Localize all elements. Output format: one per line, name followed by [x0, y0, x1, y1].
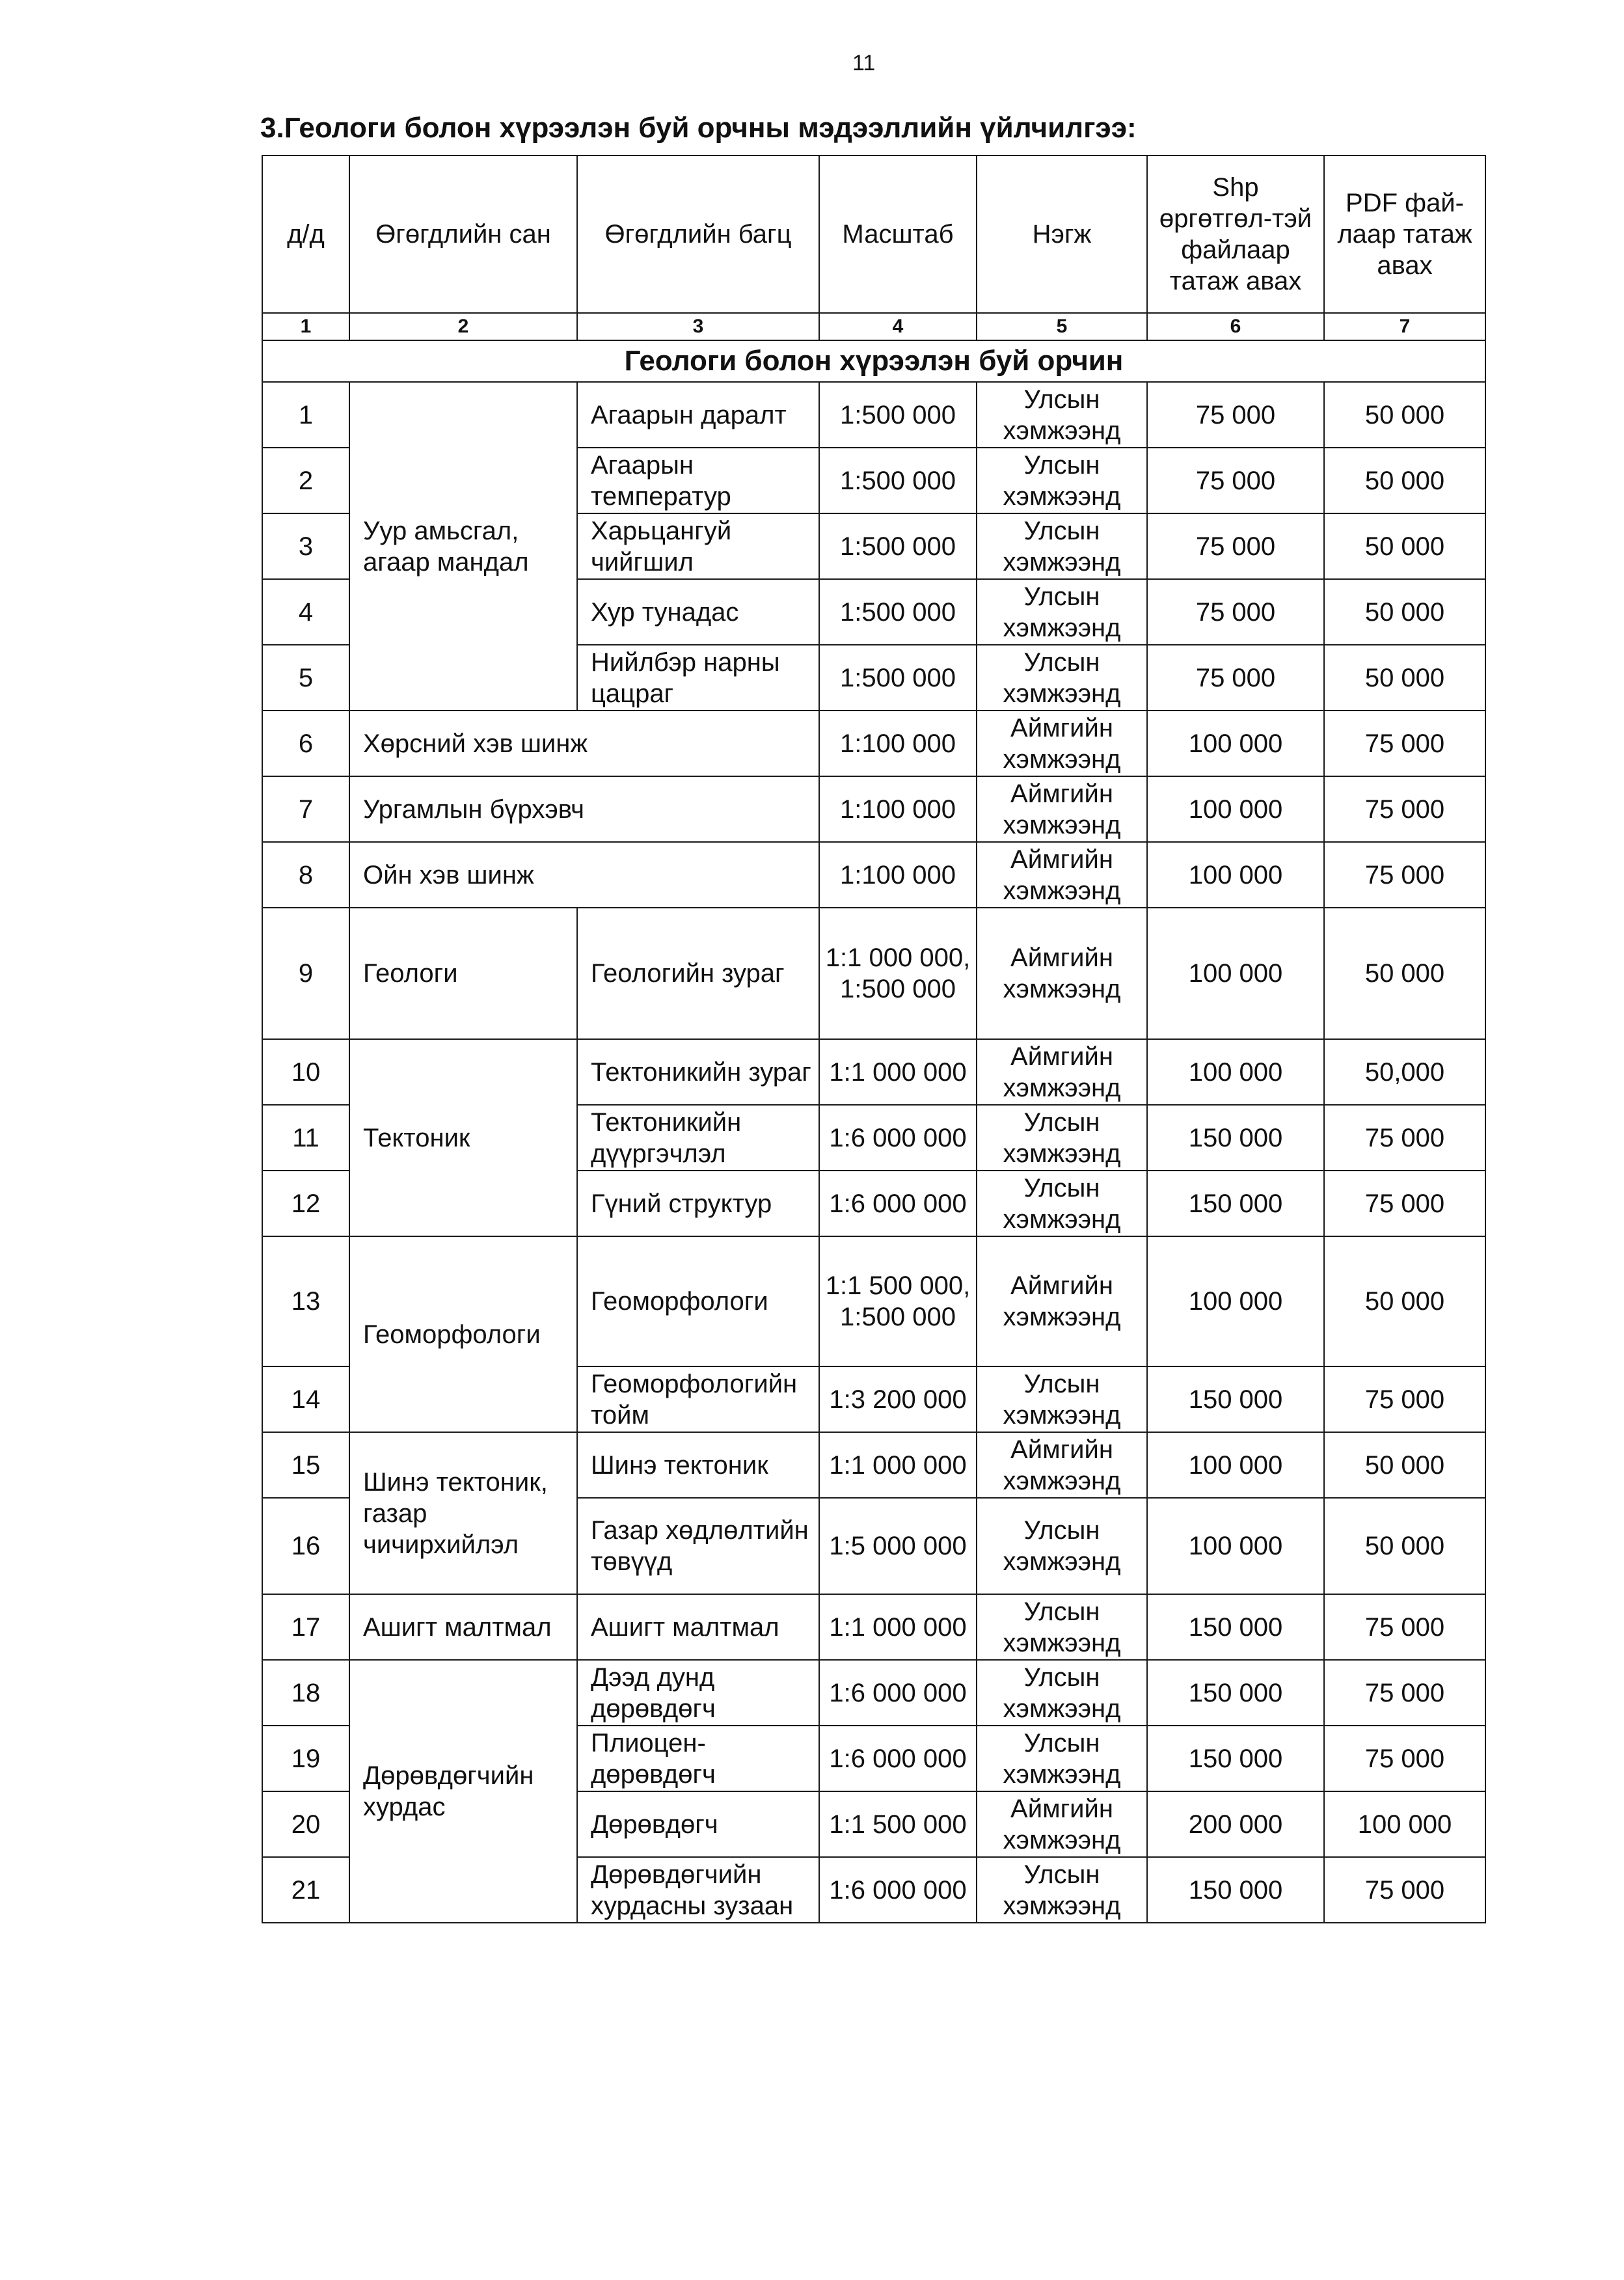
dataset-cell: Плиоцен-дөрөвдөгч	[577, 1726, 819, 1791]
group-tectonics: Тектоник	[349, 1039, 577, 1236]
group-minerals: Ашигт малтмал	[349, 1594, 577, 1660]
row-number: 1	[262, 382, 349, 448]
scale-cell: 1:1 000 000	[819, 1432, 977, 1498]
pdf-price-cell: 50 000	[1324, 1498, 1485, 1594]
row-number: 8	[262, 842, 349, 908]
row-number: 11	[262, 1105, 349, 1171]
shp-price-cell: 100 000	[1147, 776, 1324, 842]
group-geomorphology: Геоморфологи	[349, 1236, 577, 1432]
column-number: 3	[577, 313, 819, 340]
scale-cell: 1:1 500 000	[819, 1791, 977, 1857]
scale-cell: 1:500 000	[819, 513, 977, 579]
pdf-price-cell: 50 000	[1324, 448, 1485, 513]
column-number: 4	[819, 313, 977, 340]
row-number: 9	[262, 908, 349, 1039]
scale-cell: 1:500 000	[819, 448, 977, 513]
table-row	[262, 1039, 1485, 1105]
pdf-price-cell: 75 000	[1324, 1726, 1485, 1791]
group-quaternary: Дөрөвдөгчийн хурдас	[349, 1660, 577, 1923]
column-number-row	[262, 313, 1485, 340]
column-number: 5	[977, 313, 1147, 340]
pdf-price-cell: 50 000	[1324, 513, 1485, 579]
page-number: 11	[852, 51, 876, 75]
shp-price-cell: 150 000	[1147, 1660, 1324, 1726]
unit-cell: Улсын хэмжээнд	[977, 382, 1147, 448]
shp-price-cell: 150 000	[1147, 1726, 1324, 1791]
row-number: 6	[262, 711, 349, 776]
section-title: 3.Геологи болон хүрээлэн буй орчны мэдээллийн үйлчилгээ:	[260, 112, 1137, 144]
shp-price-cell: 150 000	[1147, 1857, 1324, 1923]
column-number: 6	[1147, 313, 1324, 340]
header-unit: Нэгж	[977, 156, 1147, 313]
pdf-price-cell: 75 000	[1324, 1105, 1485, 1171]
unit-cell: Улсын хэмжээнд	[977, 1857, 1147, 1923]
row-number: 18	[262, 1660, 349, 1726]
dataset-cell: Харьцангуй чийгшил	[577, 513, 819, 579]
scale-cell: 1:6 000 000	[819, 1726, 977, 1791]
pdf-price-cell: 50 000	[1324, 1236, 1485, 1366]
shp-price-cell: 75 000	[1147, 579, 1324, 645]
header-row	[262, 156, 1485, 313]
unit-cell: Аймгийн хэмжээнд	[977, 908, 1147, 1039]
shp-price-cell: 150 000	[1147, 1594, 1324, 1660]
dataset-cell: Агаарын температур	[577, 448, 819, 513]
scale-cell: 1:1 000 000	[819, 1039, 977, 1105]
scale-cell: 1:6 000 000	[819, 1857, 977, 1923]
row-number: 14	[262, 1366, 349, 1432]
scale-cell: 1:500 000	[819, 382, 977, 448]
shp-price-cell: 100 000	[1147, 908, 1324, 1039]
scale-cell: 1:1 500 000, 1:500 000	[819, 1236, 977, 1366]
dataset-cell: Тектоникийн зураг	[577, 1039, 819, 1105]
header-shp: Shp өргөтгөл-тэй файлаар татаж авах	[1147, 156, 1324, 313]
scale-cell: 1:500 000	[819, 645, 977, 711]
unit-cell: Улсын хэмжээнд	[977, 579, 1147, 645]
scale-cell: 1:6 000 000	[819, 1660, 977, 1726]
row-number: 16	[262, 1498, 349, 1594]
table-row	[262, 1594, 1485, 1660]
dataset-cell: Геоморфологийн тойм	[577, 1366, 819, 1432]
shp-price-cell: 75 000	[1147, 448, 1324, 513]
dataset-cell: Дөрөвдөгч	[577, 1791, 819, 1857]
unit-cell: Улсын хэмжээнд	[977, 1498, 1147, 1594]
scale-cell: 1:100 000	[819, 776, 977, 842]
dataset-cell: Тектоникийн дүүргэчлэл	[577, 1105, 819, 1171]
dataset-cell: Хур тунадас	[577, 579, 819, 645]
dataset-cell: Газар хөдлөлтийн төвүүд	[577, 1498, 819, 1594]
shp-price-cell: 150 000	[1147, 1171, 1324, 1236]
header-database: Өгөгдлийн сан	[349, 156, 577, 313]
scale-cell: 1:1 000 000	[819, 1594, 977, 1660]
row-number: 2	[262, 448, 349, 513]
header-no: д/д	[262, 156, 349, 313]
unit-cell: Улсын хэмжээнд	[977, 1105, 1147, 1171]
dataset-cell: Ашигт малтмал	[577, 1594, 819, 1660]
unit-cell: Улсын хэмжээнд	[977, 1171, 1147, 1236]
unit-cell: Улсын хэмжээнд	[977, 1366, 1147, 1432]
row-number: 17	[262, 1594, 349, 1660]
row-number: 13	[262, 1236, 349, 1366]
row-number: 7	[262, 776, 349, 842]
dataset-cell: Дөрөвдөгчийн хурдасны зузаан	[577, 1857, 819, 1923]
column-number: 2	[349, 313, 577, 340]
scale-cell: 1:6 000 000	[819, 1171, 977, 1236]
shp-price-cell: 150 000	[1147, 1105, 1324, 1171]
row-number: 15	[262, 1432, 349, 1498]
unit-cell: Аймгийн хэмжээнд	[977, 1236, 1147, 1366]
table-row	[262, 908, 1485, 1039]
dataset-cell: Нийлбэр нарны цацраг	[577, 645, 819, 711]
unit-cell: Улсын хэмжээнд	[977, 448, 1147, 513]
dataset-cell: Гүний структур	[577, 1171, 819, 1236]
pdf-price-cell: 50 000	[1324, 1432, 1485, 1498]
table-row	[262, 711, 1485, 776]
pdf-price-cell: 75 000	[1324, 1366, 1485, 1432]
section-heading: Геологи болон хүрээлэн буй орчин	[262, 340, 1485, 382]
scale-cell: 1:3 200 000	[819, 1366, 977, 1432]
pdf-price-cell: 75 000	[1324, 1660, 1485, 1726]
shp-price-cell: 200 000	[1147, 1791, 1324, 1857]
header-scale: Масштаб	[819, 156, 977, 313]
scale-cell: 1:100 000	[819, 842, 977, 908]
unit-cell: Аймгийн хэмжээнд	[977, 842, 1147, 908]
unit-cell: Аймгийн хэмжээнд	[977, 1432, 1147, 1498]
scale-cell: 1:500 000	[819, 579, 977, 645]
shp-price-cell: 100 000	[1147, 842, 1324, 908]
table-row	[262, 1432, 1485, 1498]
scale-cell: 1:1 000 000, 1:500 000	[819, 908, 977, 1039]
row-number: 21	[262, 1857, 349, 1923]
header-pdf: PDF фай-лаар татаж авах	[1324, 156, 1485, 313]
pdf-price-cell: 100 000	[1324, 1791, 1485, 1857]
unit-cell: Улсын хэмжээнд	[977, 1660, 1147, 1726]
pdf-price-cell: 50 000	[1324, 645, 1485, 711]
shp-price-cell: 75 000	[1147, 645, 1324, 711]
dataset-cell: Агаарын даралт	[577, 382, 819, 448]
pdf-price-cell: 75 000	[1324, 711, 1485, 776]
group-geology: Геологи	[349, 908, 577, 1039]
group-climate: Уур амьсгал, агаар мандал	[349, 382, 577, 711]
unit-cell: Аймгийн хэмжээнд	[977, 1791, 1147, 1857]
unit-cell: Аймгийн хэмжээнд	[977, 1039, 1147, 1105]
services-table	[262, 155, 1486, 1923]
dataset-cell: Геологийн зураг	[577, 908, 819, 1039]
pdf-price-cell: 50 000	[1324, 579, 1485, 645]
scale-cell: 1:6 000 000	[819, 1105, 977, 1171]
unit-cell: Аймгийн хэмжээнд	[977, 711, 1147, 776]
shp-price-cell: 150 000	[1147, 1366, 1324, 1432]
section-row	[262, 340, 1485, 382]
pdf-price-cell: 75 000	[1324, 1171, 1485, 1236]
pdf-price-cell: 75 000	[1324, 1857, 1485, 1923]
shp-price-cell: 75 000	[1147, 382, 1324, 448]
dataset-cell: Дээд дунд дөрөвдөгч	[577, 1660, 819, 1726]
column-number: 7	[1324, 313, 1485, 340]
unit-cell: Улсын хэмжээнд	[977, 1594, 1147, 1660]
group-vegetation: Ургамлын бүрхэвч	[349, 776, 819, 842]
unit-cell: Улсын хэмжээнд	[977, 645, 1147, 711]
pdf-price-cell: 50 000	[1324, 382, 1485, 448]
header-dataset: Өгөгдлийн багц	[577, 156, 819, 313]
table-row	[262, 776, 1485, 842]
row-number: 3	[262, 513, 349, 579]
group-neotectonics: Шинэ тектоник, газар чичирхийлэл	[349, 1432, 577, 1594]
unit-cell: Улсын хэмжээнд	[977, 513, 1147, 579]
row-number: 4	[262, 579, 349, 645]
unit-cell: Аймгийн хэмжээнд	[977, 776, 1147, 842]
row-number: 12	[262, 1171, 349, 1236]
dataset-cell: Шинэ тектоник	[577, 1432, 819, 1498]
dataset-cell: Геоморфологи	[577, 1236, 819, 1366]
shp-price-cell: 100 000	[1147, 1039, 1324, 1105]
row-number: 10	[262, 1039, 349, 1105]
table-row	[262, 1236, 1485, 1366]
row-number: 20	[262, 1791, 349, 1857]
group-soil: Хөрсний хэв шинж	[349, 711, 819, 776]
pdf-price-cell: 50 000	[1324, 908, 1485, 1039]
pdf-price-cell: 75 000	[1324, 1594, 1485, 1660]
column-number: 1	[262, 313, 349, 340]
table-row	[262, 842, 1485, 908]
shp-price-cell: 100 000	[1147, 1432, 1324, 1498]
table-row	[262, 1660, 1485, 1726]
unit-cell: Улсын хэмжээнд	[977, 1726, 1147, 1791]
scale-cell: 1:100 000	[819, 711, 977, 776]
shp-price-cell: 75 000	[1147, 513, 1324, 579]
pdf-price-cell: 75 000	[1324, 776, 1485, 842]
shp-price-cell: 100 000	[1147, 1236, 1324, 1366]
shp-price-cell: 100 000	[1147, 1498, 1324, 1594]
pdf-price-cell: 50,000	[1324, 1039, 1485, 1105]
row-number: 5	[262, 645, 349, 711]
table-row	[262, 382, 1485, 448]
row-number: 19	[262, 1726, 349, 1791]
scale-cell: 1:5 000 000	[819, 1498, 977, 1594]
group-forest: Ойн хэв шинж	[349, 842, 819, 908]
pdf-price-cell: 75 000	[1324, 842, 1485, 908]
shp-price-cell: 100 000	[1147, 711, 1324, 776]
